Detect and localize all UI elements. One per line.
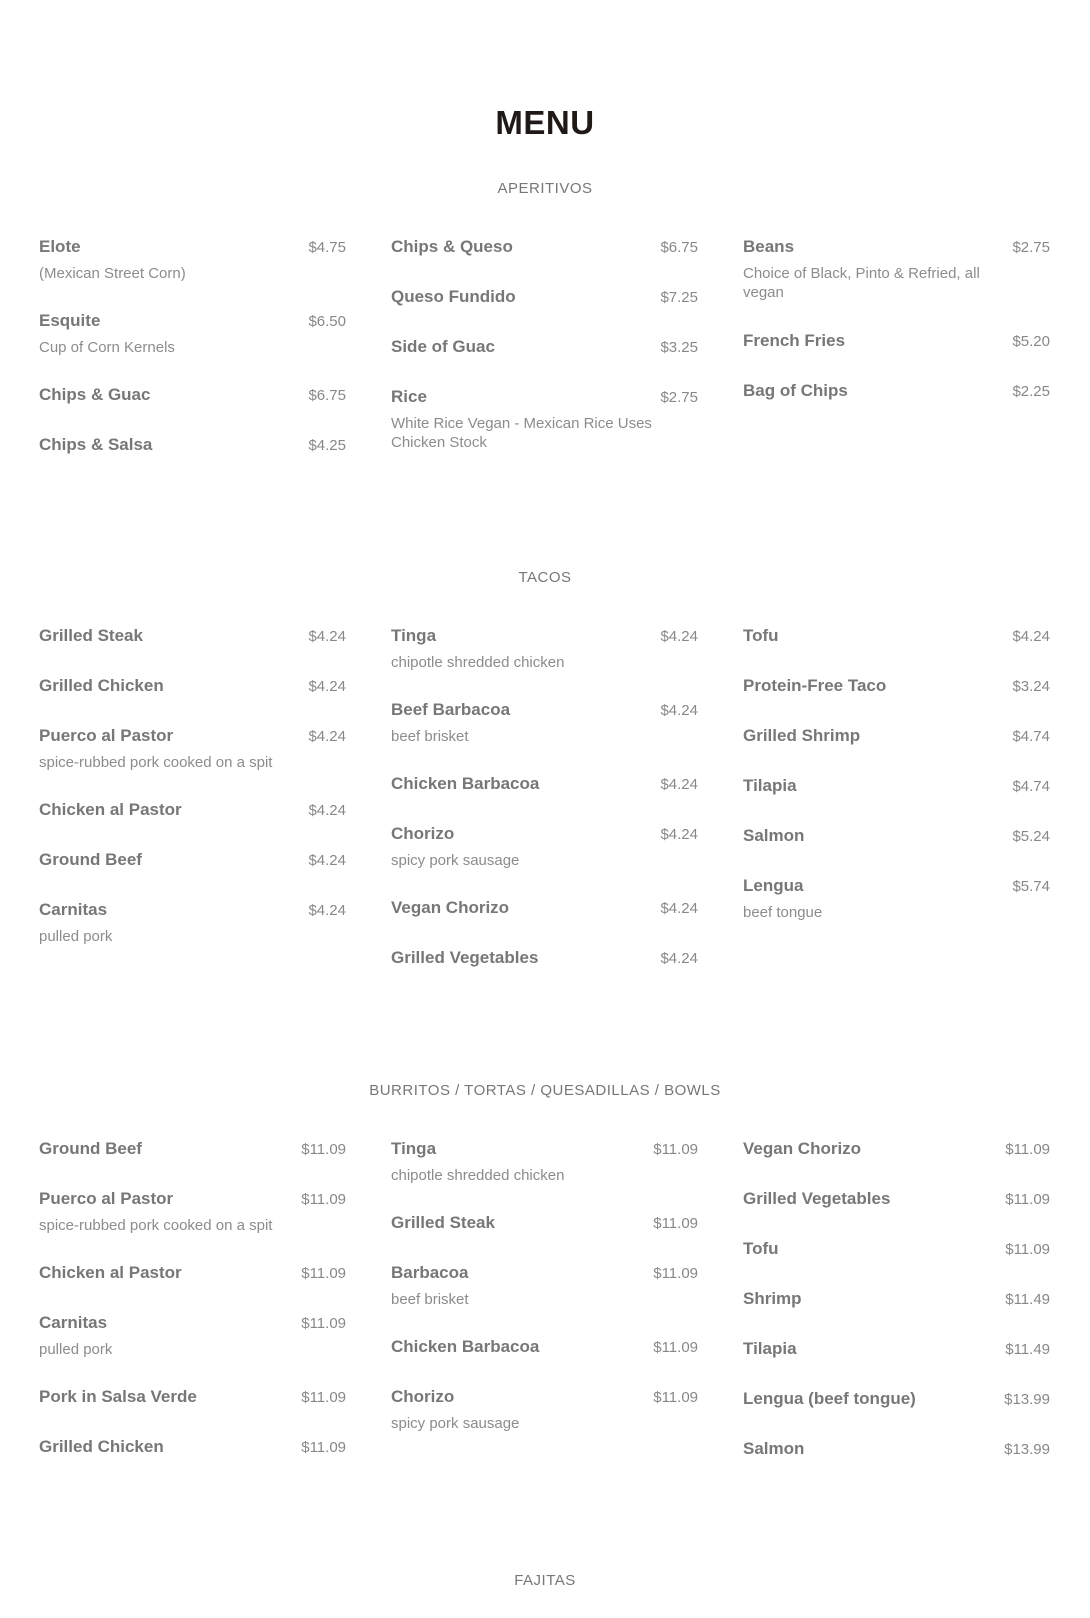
menu-item-row xyxy=(39,798,346,822)
item-description: chipotle shredded chicken xyxy=(391,653,565,671)
item-description: spicy pork sausage xyxy=(391,851,520,869)
section-heading: APERITIVOS xyxy=(497,180,593,197)
item-price: $4.74 xyxy=(1012,728,1050,745)
item-name: Chips & Guac xyxy=(39,385,151,404)
menu-column xyxy=(391,235,698,483)
item-name: Grilled Vegetables xyxy=(743,1189,891,1208)
menu-item-row xyxy=(39,848,346,872)
item-price: $7.25 xyxy=(660,289,698,306)
item-price: $4.24 xyxy=(308,902,346,919)
menu-item-row xyxy=(391,698,698,722)
menu-item-row xyxy=(743,1437,1050,1461)
item-price: $4.74 xyxy=(1012,778,1050,795)
item-name: Puerco al Pastor xyxy=(39,1189,174,1208)
item-price: $4.25 xyxy=(308,437,346,454)
item-name: Grilled Steak xyxy=(391,1213,495,1232)
item-price: $11.09 xyxy=(1005,1191,1050,1208)
item-name: Pork in Salsa Verde xyxy=(39,1387,197,1406)
item-price: $6.75 xyxy=(660,239,698,256)
menu-column xyxy=(743,624,1050,996)
item-price: $4.24 xyxy=(308,802,346,819)
item-price: $11.09 xyxy=(301,1439,346,1456)
menu-column xyxy=(391,624,698,996)
menu-item xyxy=(39,309,346,383)
item-name: Chorizo xyxy=(391,1387,455,1406)
menu-item-row xyxy=(743,674,1050,698)
menu-column xyxy=(39,235,346,483)
item-name: Chicken Barbacoa xyxy=(391,1337,540,1356)
menu-item xyxy=(391,1335,698,1385)
menu-item-row xyxy=(39,1435,346,1459)
item-name: Beans xyxy=(743,237,795,256)
item-price: $4.24 xyxy=(660,950,698,967)
item-name: Tinga xyxy=(391,1139,437,1158)
item-price: $5.24 xyxy=(1012,828,1050,845)
menu-item-row xyxy=(743,235,1050,259)
item-name: Queso Fundido xyxy=(391,287,516,306)
item-price: $3.25 xyxy=(660,339,698,356)
item-name: Tilapia xyxy=(743,1339,797,1358)
item-price: $11.09 xyxy=(653,1339,698,1356)
menu-column xyxy=(743,1137,1050,1487)
item-name: Grilled Steak xyxy=(39,626,143,645)
item-price: $4.24 xyxy=(308,852,346,869)
item-name: Vegan Chorizo xyxy=(391,898,510,917)
menu-item xyxy=(391,335,698,385)
item-price: $4.24 xyxy=(308,728,346,745)
item-name: Side of Guac xyxy=(391,337,495,356)
menu-item xyxy=(743,774,1050,824)
menu-item xyxy=(391,772,698,822)
menu-item xyxy=(391,698,698,772)
menu-item-row xyxy=(39,674,346,698)
item-price: $5.74 xyxy=(1012,878,1050,895)
menu-column xyxy=(39,624,346,996)
menu-item-row xyxy=(391,822,698,846)
menu-item xyxy=(391,1261,698,1335)
item-name: Beef Barbacoa xyxy=(391,700,511,719)
item-name: Tinga xyxy=(391,626,437,645)
item-name: Salmon xyxy=(743,1439,805,1458)
item-name: Bag of Chips xyxy=(743,380,848,400)
menu-item-row xyxy=(743,774,1050,798)
menu-item xyxy=(743,1387,1050,1437)
item-price: $5.20 xyxy=(1012,332,1050,350)
item-name: Vegan Chorizo xyxy=(743,1139,862,1158)
menu-item-row xyxy=(391,1261,698,1285)
item-description: (Mexican Street Corn) xyxy=(39,264,186,282)
menu-item xyxy=(39,1261,346,1311)
item-name: Chorizo xyxy=(391,824,455,843)
item-name: Tilapia xyxy=(743,776,797,795)
item-price: $2.75 xyxy=(660,389,698,406)
item-name: Carnitas xyxy=(39,1313,108,1332)
menu-item xyxy=(39,898,346,972)
menu-item xyxy=(743,1137,1050,1187)
item-price: $4.24 xyxy=(660,628,698,645)
menu-item-row xyxy=(743,1337,1050,1361)
menu-item-row xyxy=(39,1187,346,1211)
menu-item xyxy=(743,1337,1050,1387)
menu-item xyxy=(391,896,698,946)
menu-column xyxy=(743,235,1050,483)
item-price: $11.09 xyxy=(301,1191,346,1208)
item-name: Puerco al Pastor xyxy=(39,726,174,745)
menu-item xyxy=(39,235,346,309)
item-description: White Rice Vegan - Mexican Rice Uses Chicken Stock xyxy=(391,414,652,451)
menu-item-row xyxy=(391,335,698,359)
menu-item xyxy=(391,624,698,698)
menu-item xyxy=(39,1137,346,1187)
menu-item-row xyxy=(39,433,346,457)
item-price: $3.24 xyxy=(1012,678,1050,695)
menu-item-row xyxy=(743,329,1050,353)
item-name: French Fries xyxy=(743,330,846,350)
item-description: chipotle shredded chicken xyxy=(391,1166,565,1184)
menu-item-row xyxy=(391,235,698,259)
menu-item xyxy=(743,235,1050,329)
item-description: beef tongue xyxy=(743,903,823,921)
item-price: $4.24 xyxy=(660,900,698,917)
menu-item-row xyxy=(743,624,1050,648)
item-name: Ground Beef xyxy=(39,850,142,869)
menu-item xyxy=(743,1187,1050,1237)
item-name: Grilled Shrimp xyxy=(743,726,861,745)
item-name: Rice xyxy=(391,387,427,406)
item-name: Ground Beef xyxy=(39,1139,142,1158)
item-name: Esquite xyxy=(39,311,101,330)
menu-item xyxy=(391,385,698,479)
menu-item-row xyxy=(391,772,698,796)
menu-section xyxy=(0,179,1090,454)
menu-item-row xyxy=(391,946,698,970)
item-name: Grilled Chicken xyxy=(39,1437,164,1456)
item-name: Tofu xyxy=(743,626,779,645)
menu-section xyxy=(0,1571,1090,1591)
item-name: Carnitas xyxy=(39,900,108,919)
menu-item-row xyxy=(743,379,1050,403)
item-price: $4.24 xyxy=(308,678,346,695)
item-description: beef brisket xyxy=(391,1290,469,1308)
menu-item-row xyxy=(391,1335,698,1359)
item-name: Chips & Queso xyxy=(391,237,513,256)
item-price: $4.75 xyxy=(308,239,346,256)
item-price: $4.24 xyxy=(308,628,346,645)
item-price: $11.49 xyxy=(1005,1341,1050,1358)
menu-item xyxy=(39,674,346,724)
item-price: $11.09 xyxy=(1005,1141,1050,1158)
item-name: Chicken Barbacoa xyxy=(391,774,540,793)
menu-item-row xyxy=(391,385,698,409)
menu-item xyxy=(39,383,346,433)
menu-item xyxy=(391,1211,698,1261)
item-description: pulled pork xyxy=(39,1340,113,1358)
menu-item-row xyxy=(39,1385,346,1409)
menu-item-row xyxy=(39,1311,346,1335)
section-columns xyxy=(39,235,1050,483)
section-heading: FAJITAS xyxy=(514,1572,576,1589)
menu-item-row xyxy=(391,1211,698,1235)
item-name: Salmon xyxy=(743,826,805,845)
menu-item-row xyxy=(391,1385,698,1409)
menu-item-row xyxy=(743,1137,1050,1161)
menu-item-row xyxy=(391,624,698,648)
menu-item-row xyxy=(743,1387,1050,1411)
item-price: $11.09 xyxy=(653,1265,698,1282)
menu-item xyxy=(39,724,346,798)
menu-item xyxy=(39,1435,346,1485)
menu-item-row xyxy=(39,383,346,407)
item-name: Lengua xyxy=(743,876,804,895)
item-name: Chicken al Pastor xyxy=(39,800,182,819)
item-name: Grilled Vegetables xyxy=(391,948,539,967)
menu-item xyxy=(39,1187,346,1261)
menu-item xyxy=(39,1311,346,1385)
section-columns xyxy=(39,1137,1050,1487)
menu-item xyxy=(743,674,1050,724)
item-price: $13.99 xyxy=(1004,1391,1050,1408)
item-description: beef brisket xyxy=(391,727,469,745)
menu-item xyxy=(743,379,1050,429)
menu-item-row xyxy=(39,624,346,648)
menu-item xyxy=(391,946,698,996)
item-price: $11.09 xyxy=(301,1141,346,1158)
item-name: Chicken al Pastor xyxy=(39,1263,182,1282)
menu-item-row xyxy=(743,724,1050,748)
menu-item-row xyxy=(391,896,698,920)
menu-section xyxy=(0,568,1090,967)
item-price: $4.24 xyxy=(660,702,698,719)
item-description: pulled pork xyxy=(39,927,113,945)
item-price: $11.09 xyxy=(653,1215,698,1232)
item-price: $2.25 xyxy=(1012,382,1050,400)
menu-item-row xyxy=(743,1287,1050,1311)
item-price: $11.09 xyxy=(653,1389,698,1406)
menu-item xyxy=(743,874,1050,948)
item-description: spicy pork sausage xyxy=(391,1414,520,1432)
item-name: Lengua (beef tongue) xyxy=(743,1389,916,1408)
menu-item-row xyxy=(391,1137,698,1161)
item-name: Tofu xyxy=(743,1239,779,1258)
menu-column xyxy=(39,1137,346,1487)
menu-item-row xyxy=(391,285,698,309)
menu-item xyxy=(743,1437,1050,1487)
section-heading: BURRITOS / TORTAS / QUESADILLAS / BOWLS xyxy=(369,1082,721,1099)
menu-item xyxy=(39,433,346,483)
item-price: $13.99 xyxy=(1004,1441,1050,1458)
item-price: $4.24 xyxy=(1012,628,1050,645)
menu-item xyxy=(743,824,1050,874)
item-name: Barbacoa xyxy=(391,1263,469,1282)
item-description: spice-rubbed pork cooked on a spit xyxy=(39,753,273,771)
menu-item xyxy=(39,624,346,674)
menu-item-row xyxy=(743,1237,1050,1261)
item-price: $11.49 xyxy=(1005,1291,1050,1308)
menu-item-row xyxy=(39,1261,346,1285)
item-price: $11.09 xyxy=(301,1389,346,1406)
section-columns xyxy=(39,624,1050,996)
item-price: $11.09 xyxy=(301,1315,346,1332)
menu-item-row xyxy=(39,235,346,259)
menu-item-row xyxy=(743,874,1050,898)
section-heading: TACOS xyxy=(518,569,572,586)
menu-item xyxy=(391,822,698,896)
item-name: Elote xyxy=(39,237,81,256)
item-price: $11.09 xyxy=(301,1265,346,1282)
menu-item xyxy=(391,285,698,335)
menu-item xyxy=(743,624,1050,674)
item-name: Shrimp xyxy=(743,1289,802,1308)
item-price: $6.75 xyxy=(308,387,346,404)
item-description: spice-rubbed pork cooked on a spit xyxy=(39,1216,273,1234)
item-description: Cup of Corn Kernels xyxy=(39,338,175,356)
menu-item-row xyxy=(39,724,346,748)
item-price: $11.09 xyxy=(1005,1241,1050,1258)
menu-item xyxy=(39,848,346,898)
item-price: $4.24 xyxy=(660,826,698,843)
menu-item xyxy=(743,724,1050,774)
menu-item xyxy=(743,1287,1050,1337)
item-price: $11.09 xyxy=(653,1141,698,1158)
item-price: $2.75 xyxy=(1012,239,1050,256)
menu-item-row xyxy=(39,309,346,333)
menu-item xyxy=(391,1137,698,1211)
menu-item-row xyxy=(39,898,346,922)
menu-column xyxy=(391,1137,698,1487)
menu-item-row xyxy=(743,824,1050,848)
menu-item xyxy=(391,235,698,285)
item-name: Grilled Chicken xyxy=(39,676,164,695)
menu-item xyxy=(743,1237,1050,1287)
menu-item-row xyxy=(743,1187,1050,1211)
menu-item-row xyxy=(39,1137,346,1161)
menu-title: MENU xyxy=(495,104,595,141)
menu-item xyxy=(391,1385,698,1459)
menu-item xyxy=(743,329,1050,379)
menu-item xyxy=(39,798,346,848)
menu-item xyxy=(39,1385,346,1435)
item-name: Chips & Salsa xyxy=(39,435,153,454)
menu-section xyxy=(0,1081,1090,1458)
item-price: $4.24 xyxy=(660,776,698,793)
item-name: Protein-Free Taco xyxy=(743,676,887,695)
item-description: Choice of Black, Pinto & Refried, all vegan xyxy=(743,264,980,301)
item-price: $6.50 xyxy=(308,313,346,330)
